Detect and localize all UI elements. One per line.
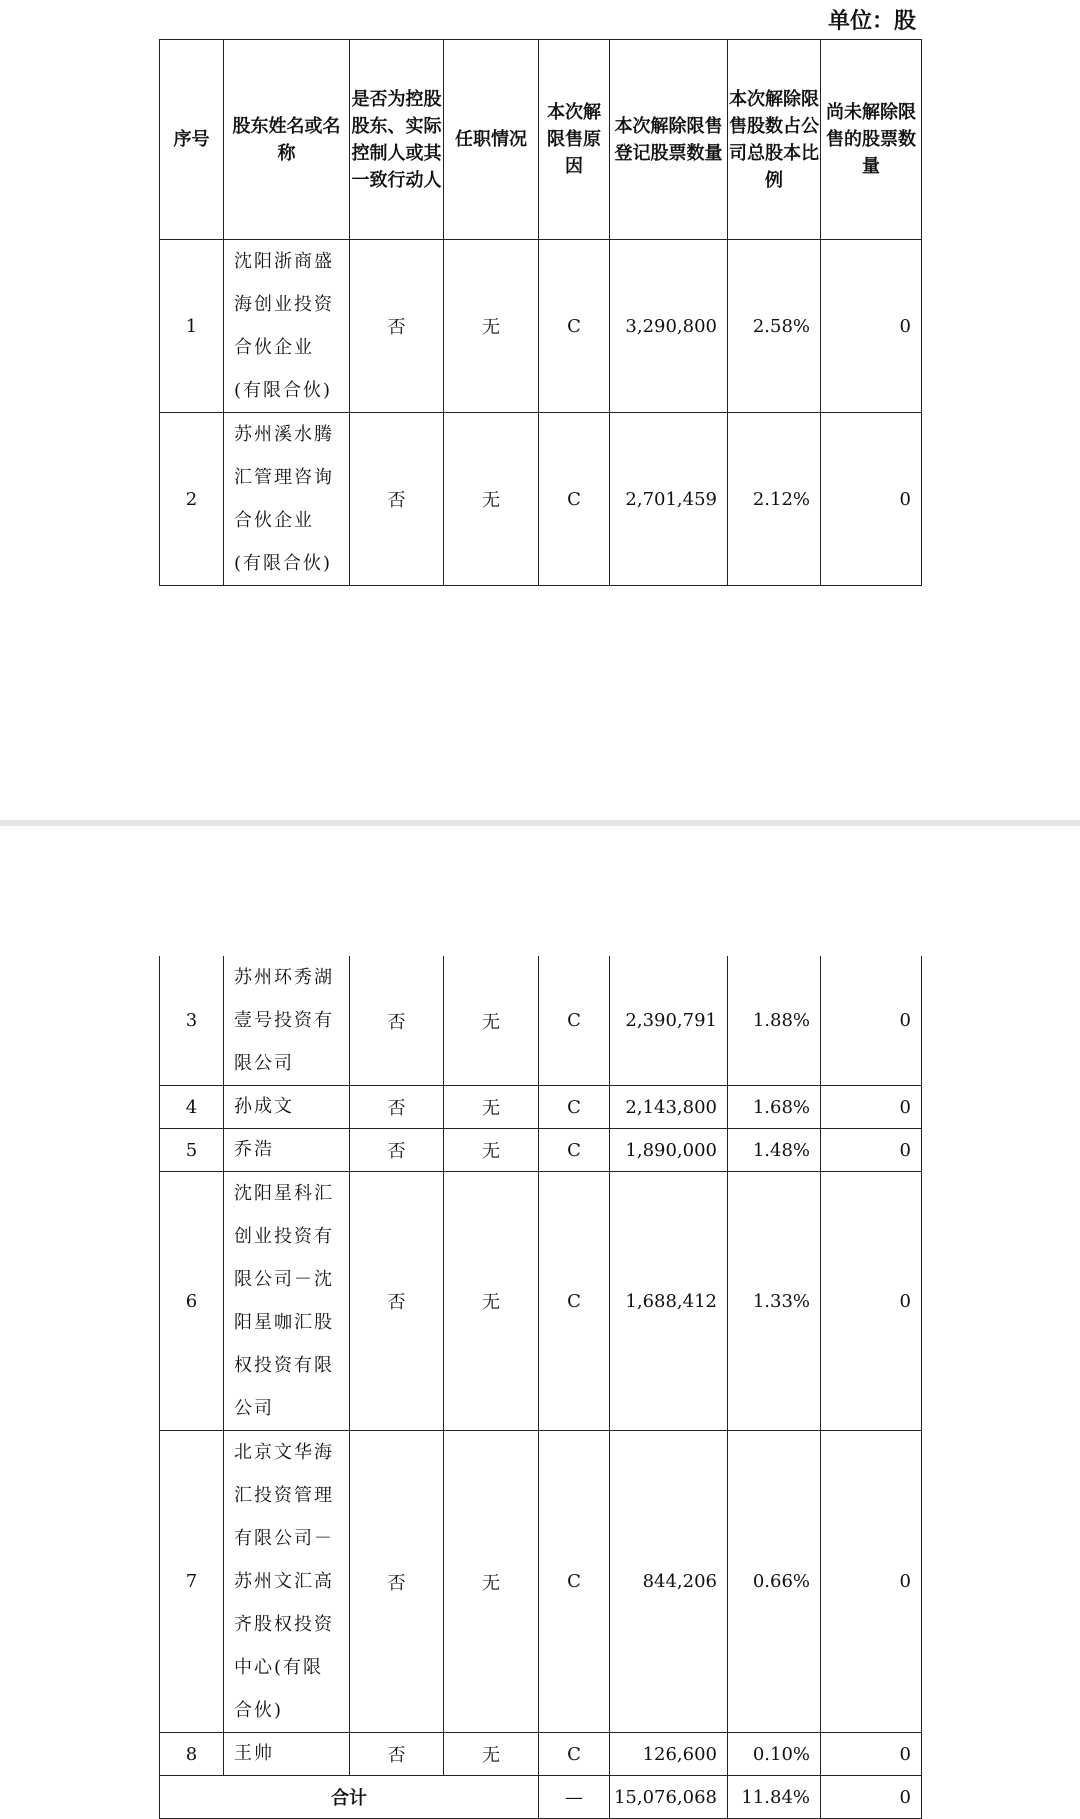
row-no: 1 — [160, 240, 224, 413]
row-shares: 2,390,791 — [610, 956, 728, 1086]
row-position: 无 — [444, 1172, 539, 1431]
row-shares: 1,688,412 — [610, 1172, 728, 1431]
header-name: 股东姓名或名称 — [224, 40, 350, 240]
row-ratio: 1.48% — [728, 1129, 821, 1172]
row-position: 无 — [444, 956, 539, 1086]
row-no: 7 — [160, 1431, 224, 1733]
row-name: 苏州环秀湖壹号投资有限公司 — [224, 956, 350, 1086]
row-ratio: 0.10% — [728, 1733, 821, 1776]
row-remaining: 0 — [821, 1172, 922, 1431]
total-label: 合计 — [160, 1776, 539, 1819]
row-reason: C — [539, 413, 610, 586]
row-position: 无 — [444, 1431, 539, 1733]
row-remaining: 0 — [821, 240, 922, 413]
row-no: 2 — [160, 413, 224, 586]
row-ratio: 1.33% — [728, 1172, 821, 1431]
table-row — [160, 1172, 922, 1431]
row-reason: C — [539, 1733, 610, 1776]
row-shares: 2,701,459 — [610, 413, 728, 586]
row-name: 王帅 — [224, 1733, 350, 1776]
row-ratio: 2.58% — [728, 240, 821, 413]
shares-table-page-1 — [159, 39, 922, 586]
row-reason: C — [539, 956, 610, 1086]
total-shares: 15,076,068 — [610, 1776, 728, 1819]
row-reason: C — [539, 1086, 610, 1129]
row-reason: C — [539, 240, 610, 413]
row-remaining: 0 — [821, 1086, 922, 1129]
row-name: 北京文华海汇投资管理有限公司－苏州文汇高齐股权投资中心(有限合伙) — [224, 1431, 350, 1733]
total-ratio: 11.84% — [728, 1776, 821, 1819]
row-controlling: 否 — [350, 956, 444, 1086]
row-no: 3 — [160, 956, 224, 1086]
row-position: 无 — [444, 240, 539, 413]
row-name: 苏州溪水腾汇管理咨询合伙企业(有限合伙) — [224, 413, 350, 586]
row-no: 6 — [160, 1172, 224, 1431]
row-position: 无 — [444, 1733, 539, 1776]
total-row — [160, 1776, 922, 1819]
row-no: 8 — [160, 1733, 224, 1776]
row-ratio: 1.68% — [728, 1086, 821, 1129]
row-remaining: 0 — [821, 1129, 922, 1172]
table-row — [160, 1129, 922, 1172]
table-row — [160, 240, 922, 413]
row-position: 无 — [444, 1086, 539, 1129]
row-remaining: 0 — [821, 1733, 922, 1776]
row-shares: 3,290,800 — [610, 240, 728, 413]
row-controlling: 否 — [350, 1086, 444, 1129]
row-position: 无 — [444, 413, 539, 586]
total-reason: — — [539, 1776, 610, 1819]
row-reason: C — [539, 1129, 610, 1172]
header-remaining: 尚未解除限售的股票数量 — [821, 40, 922, 240]
table-row — [160, 956, 922, 1086]
header-no: 序号 — [160, 40, 224, 240]
row-remaining: 0 — [821, 413, 922, 586]
row-shares: 844,206 — [610, 1431, 728, 1733]
row-controlling: 否 — [350, 1733, 444, 1776]
header-ratio: 本次解除限售股数占公司总股本比例 — [728, 40, 821, 240]
row-reason: C — [539, 1431, 610, 1733]
table-row — [160, 413, 922, 586]
row-controlling: 否 — [350, 1129, 444, 1172]
row-name: 沈阳星科汇创业投资有限公司－沈阳星咖汇股权投资有限公司 — [224, 1172, 350, 1431]
header-position: 任职情况 — [444, 40, 539, 240]
row-reason: C — [539, 1172, 610, 1431]
row-remaining: 0 — [821, 956, 922, 1086]
header-shares: 本次解除限售登记股票数量 — [610, 40, 728, 240]
row-position: 无 — [444, 1129, 539, 1172]
row-remaining: 0 — [821, 1431, 922, 1733]
row-shares: 126,600 — [610, 1733, 728, 1776]
row-controlling: 否 — [350, 1172, 444, 1431]
row-name: 沈阳浙商盛海创业投资合伙企业(有限合伙) — [224, 240, 350, 413]
header-reason: 本次解限售原因 — [539, 40, 610, 240]
row-ratio: 0.66% — [728, 1431, 821, 1733]
header-row — [160, 40, 922, 240]
row-no: 5 — [160, 1129, 224, 1172]
table-row — [160, 1431, 922, 1733]
row-no: 4 — [160, 1086, 224, 1129]
row-name: 乔浩 — [224, 1129, 350, 1172]
unit-label: 单位：股 — [827, 9, 916, 34]
shares-table-page-2 — [159, 956, 922, 1819]
header-controlling: 是否为控股股东、实际控制人或其一致行动人 — [350, 40, 444, 240]
row-shares: 1,890,000 — [610, 1129, 728, 1172]
page-separator — [0, 820, 1080, 826]
row-name: 孙成文 — [224, 1086, 350, 1129]
row-controlling: 否 — [350, 1431, 444, 1733]
row-controlling: 否 — [350, 413, 444, 586]
row-controlling: 否 — [350, 240, 444, 413]
table-row — [160, 1733, 922, 1776]
total-remaining: 0 — [821, 1776, 922, 1819]
row-shares: 2,143,800 — [610, 1086, 728, 1129]
row-ratio: 1.88% — [728, 956, 821, 1086]
row-ratio: 2.12% — [728, 413, 821, 586]
table-row — [160, 1086, 922, 1129]
